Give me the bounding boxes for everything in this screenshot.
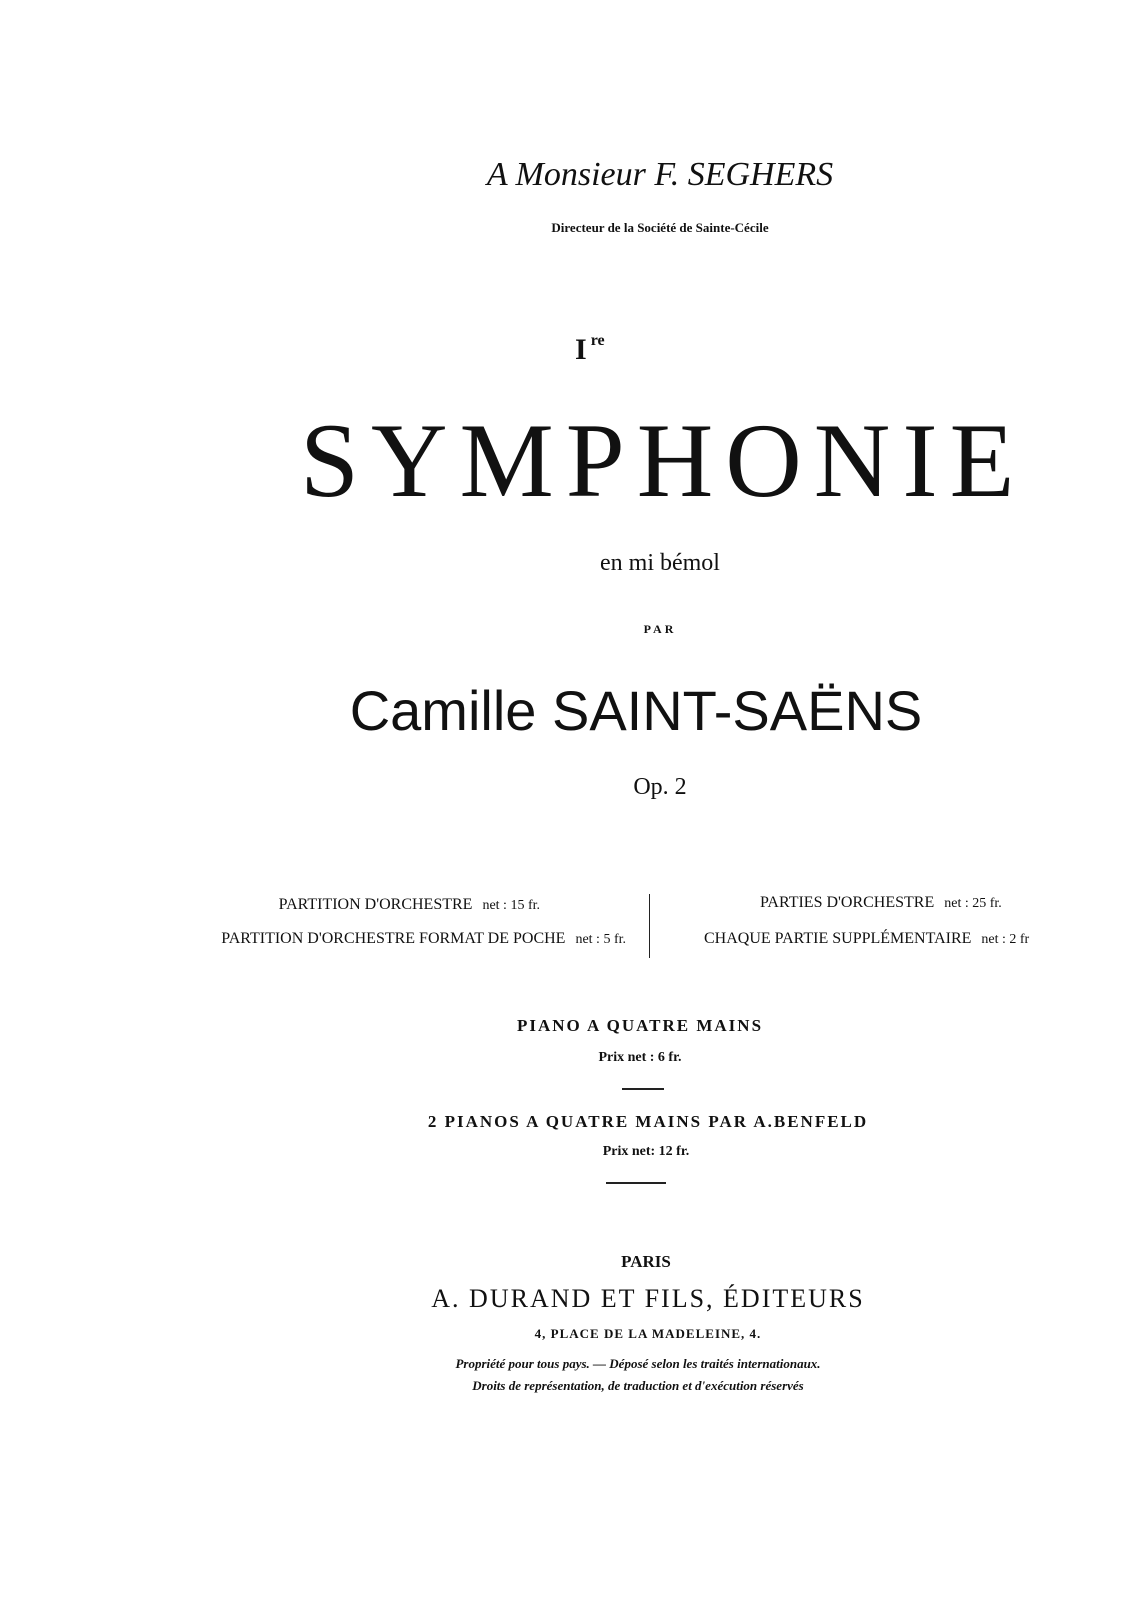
imprint-city: PARIS — [621, 1252, 671, 1271]
edition-parts — [760, 894, 1080, 912]
edition-price: net : 15 fr. — [482, 898, 540, 913]
by-label: PAR — [643, 622, 677, 636]
arrangement-title: PIANO A QUATRE MAINS — [516, 1016, 764, 1035]
symphony-number — [575, 332, 775, 367]
edition-label: PARTIES D'ORCHESTRE — [760, 894, 935, 911]
arrangement-title: 2 PIANOS A QUATRE MAINS PAR A.BENFELD — [427, 1112, 869, 1131]
edition-label: CHAQUE PARTIE SUPPLÉMENTAIRE — [704, 930, 972, 947]
edition-full-score — [100, 896, 540, 914]
arrangement-price: Prix net : 6 fr. — [598, 1050, 682, 1065]
editions-divider — [649, 894, 650, 958]
edition-pocket-score — [60, 930, 626, 948]
dedication-subtitle: Directeur de la Société de Sainte-Cécile — [551, 220, 769, 235]
ordinal-suffix: re — [590, 332, 605, 349]
edition-price: net : 5 fr. — [575, 932, 626, 947]
edition-price: net : 2 fr — [981, 932, 1030, 947]
edition-label: PARTITION D'ORCHESTRE FORMAT DE POCHE — [221, 930, 566, 947]
work-title: SYMPHONIE — [300, 402, 1027, 519]
ordinal-number: I — [575, 333, 587, 366]
rights-notice-line2: Droits de représentation, de traduction et d'exécution réservés — [472, 1378, 804, 1393]
edition-label: PARTITION D'ORCHESTRE — [278, 896, 473, 913]
rights-notice-line1: Propriété pour tous pays. — Déposé selon les traités internationaux. — [455, 1356, 821, 1371]
dedication-line: A Monsieur F. SEGHERS — [486, 156, 834, 193]
opus-number: Op. 2 — [633, 774, 687, 800]
imprint-address: 4, PLACE DE LA MADELEINE, 4. — [534, 1326, 762, 1341]
arrangement-price: Prix net: 12 fr. — [602, 1144, 690, 1159]
imprint-publisher: A. DURAND ET FILS, ÉDITEURS — [431, 1284, 865, 1313]
edition-extra-part — [704, 930, 1124, 948]
edition-price: net : 25 fr. — [944, 896, 1002, 911]
composer-name: Camille SAINT-SAËNS — [349, 679, 923, 742]
separator-rule — [606, 1182, 666, 1184]
work-key: en mi bémol — [600, 550, 720, 576]
separator-rule — [622, 1088, 664, 1090]
